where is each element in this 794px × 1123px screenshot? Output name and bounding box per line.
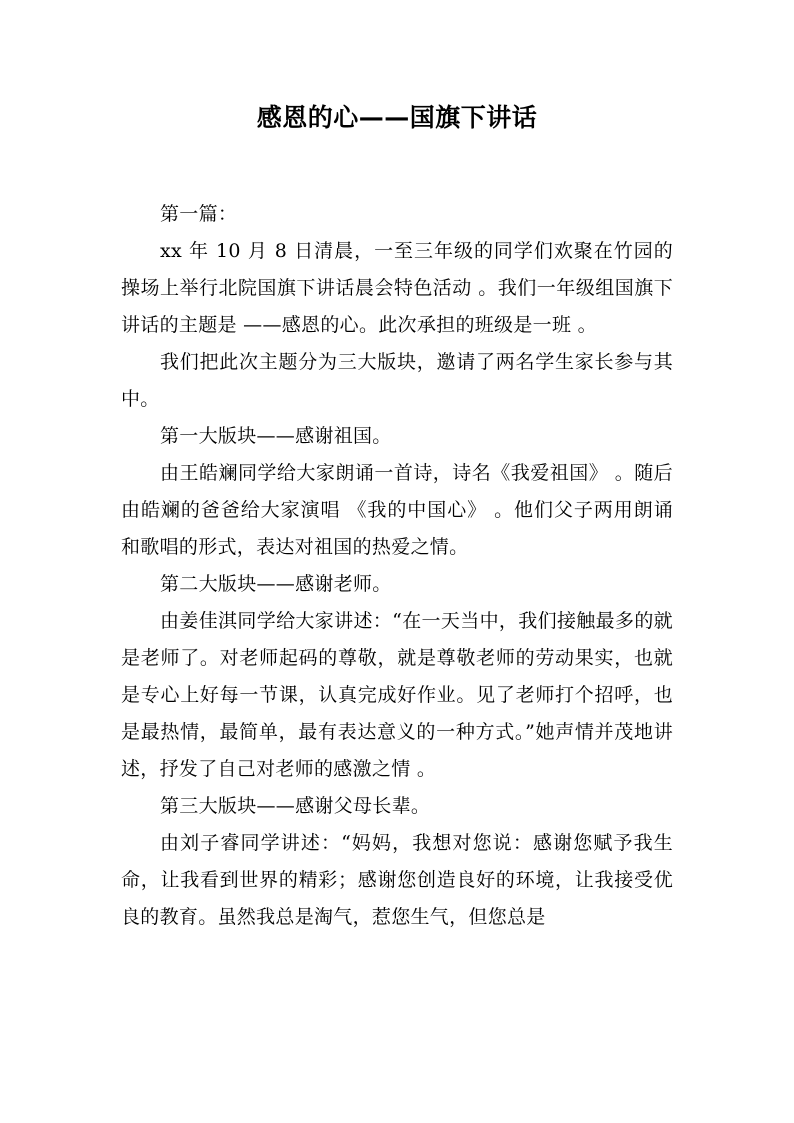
paragraph-block-two-heading: 第二大版块——感谢老师。 (160, 573, 392, 595)
paragraph-intro: xx 年 10 月 8 日清晨，一至三年级的同学们欢聚在竹园的操场上举行北院国旗下讲话晨会特色活动 。我们一年级组国旗下讲话的主题是 ——感恩的心。此次承担的班级是一班 。 (121, 240, 673, 336)
paragraph-block-three-body: 由刘子睿同学讲述：“妈妈，我想对您说：感谢您赋予我生命，让我看到世界的精彩；感谢您创造良好的环境，让我接受优良的教育。虽然我总是淘气，惹您生气，但您总是 (121, 832, 673, 928)
paragraph-section-heading: 第一篇： (160, 203, 238, 225)
document-body (121, 196, 673, 936)
paragraph-block-one-body: 由王皓斓同学给大家朗诵一首诗，诗名《我爱祖国》 。随后由皓斓的爸爸给大家演唱 《我的中国心》 。他们父子两用朗诵和歌唱的形式，表达对祖国的热爱之情。 (121, 462, 673, 558)
paragraph-block-one-heading: 第一大版块——感谢祖国。 (160, 425, 392, 447)
paragraph-block-three-heading: 第三大版块——感谢父母长辈。 (160, 795, 431, 817)
document-title: 感恩的心——国旗下讲话 (256, 103, 538, 132)
paragraph-block-two-body: 由姜佳淇同学给大家讲述：“在一天当中，我们接触最多的就是老师了。对老师起码的尊敬，就是尊敬老师的劳动果实，也就是专心上好每一节课，认真完成好作业。见了老师打个招呼，也是最热情，最简单，最有表达意义的一种方式。”她声情并茂地讲述，抒发了自己对老师的感激之情 。 (121, 610, 673, 780)
paragraph-overview: 我们把此次主题分为三大版块，邀请了两名学生家长参与其中。 (121, 351, 673, 410)
